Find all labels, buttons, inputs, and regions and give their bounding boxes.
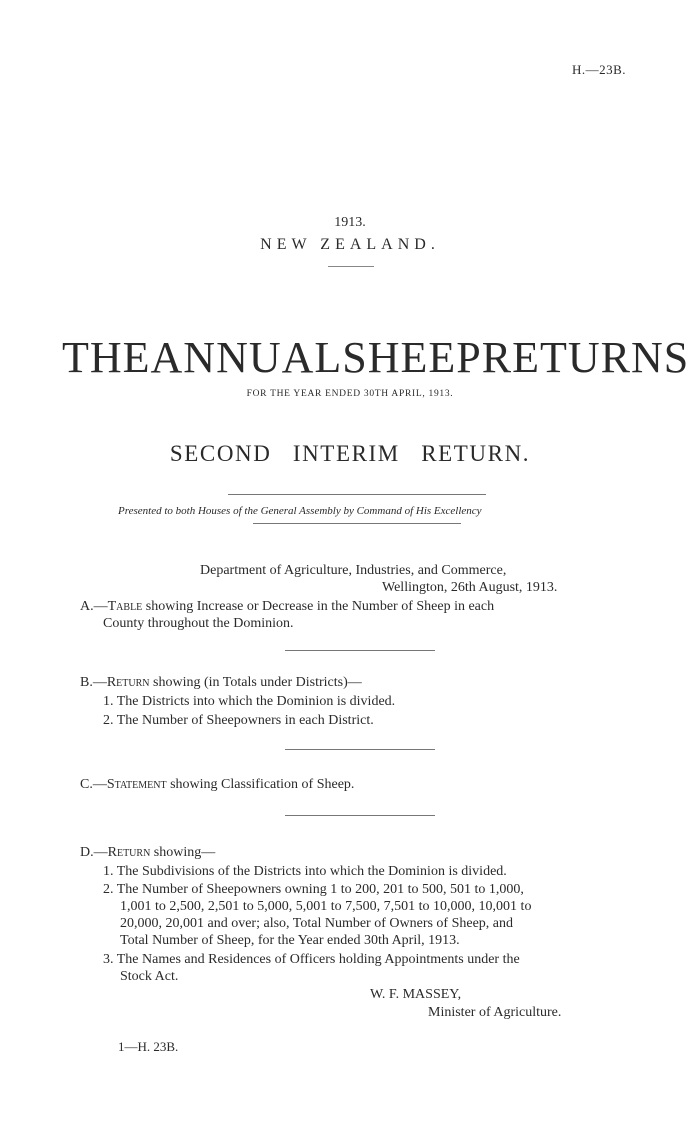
section-a [80,599,494,615]
section-d-item-3-line-2: Stock Act. [120,969,179,984]
section-a-line-1: showing Increase or Decrease in the Number of Sheep in each [142,599,495,614]
section-d-item-1: 1. The Subdivisions of the Districts into which the Dominion is divided. [103,864,507,879]
section-c-keyword: Statement [106,777,167,792]
section-d-prefix: D.— [80,845,108,860]
section-d-item-2-line-1: 2. The Number of Sheepowners owning 1 to 200, 201 to 500, 501 to 1,000, [103,882,524,897]
section-d-item-3-line-1: 3. The Names and Residences of Officers holding Appointments under the [103,952,520,967]
main-title-word-3: SHEEP [342,333,482,382]
document-year: 1913. [334,215,366,230]
section-d-item-2-line-2: 1,001 to 2,500, 2,501 to 5,000, 5,001 to 7,500, 7,501 to 10,000, 10,001 to [120,899,532,914]
country-heading: NEW ZEALAND. [260,236,440,253]
signatory-name: W. F. MASSEY, [370,987,462,1002]
presented-rule-bottom [253,523,461,524]
section-c-prefix: C.— [80,777,107,792]
department-line: Department of Agriculture, Industries, and Commerce, [200,563,507,578]
section-a-prefix: A.— [80,599,108,614]
main-title-word-4: RETURNS [481,333,690,382]
section-d-heading-rest: showing— [150,845,216,860]
title-divider [328,266,374,267]
section-b-heading [80,675,362,691]
main-title-word-2: ANNUAL [150,333,343,382]
section-b-item-1: 1. The Districts into which the Dominion is divided. [103,694,396,709]
signatory-title: Minister of Agriculture. [428,1005,562,1020]
place-date-line: Wellington, 26th August, 1913. [382,580,558,595]
interim-heading: SECOND INTERIM RETURN. [169,441,531,466]
presented-rule-top [228,494,486,495]
section-c-heading-rest: showing Classification of Sheep. [166,777,355,792]
section-b-prefix: B.— [80,675,107,690]
section-b-keyword: Return [106,675,150,690]
presented-line: Presented to both Houses of the General Assembly by Command of His Excellency [118,505,482,517]
section-a-line-2: County throughout the Dominion. [103,616,294,631]
main-title [62,333,690,382]
section-d-item-2-line-3: 20,000, 20,001 and over; also, Total Number of Owners of Sheep, and [120,916,514,931]
section-b-item-2: 2. The Number of Sheepowners in each District. [103,713,374,728]
section-d-heading [80,845,215,861]
section-divider-b [285,749,435,750]
section-d-item-2-line-4: Total Number of Sheep, for the Year ended 30th April, 1913. [120,933,460,948]
section-a-keyword: Table [107,599,143,614]
section-divider-a [285,650,435,651]
section-b-heading-rest: showing (in Totals under Districts)— [149,675,362,690]
main-title-word-1: THE [62,333,151,382]
paper-reference: H.—23B. [571,62,626,77]
footer-paper-reference: 1—H. 23B. [118,1039,179,1054]
section-d-keyword: Return [107,845,151,860]
subtitle: FOR THE YEAR ENDED 30TH APRIL, 1913. [246,389,454,399]
section-divider-c [285,815,435,816]
section-c-heading [80,777,354,793]
